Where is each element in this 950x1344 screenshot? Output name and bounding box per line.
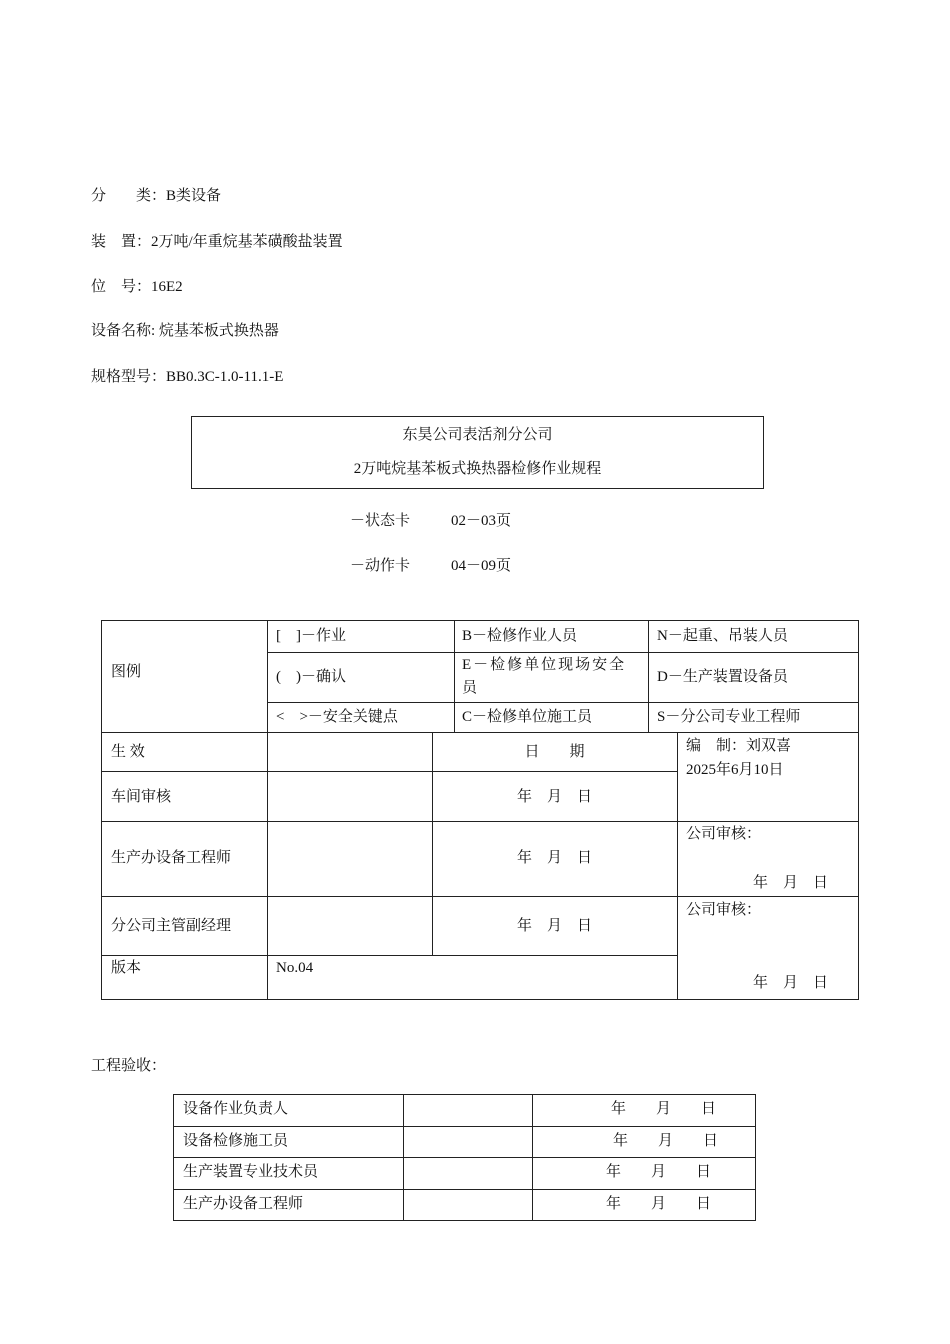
unit-label: 装 置： xyxy=(91,234,152,250)
model-value: BB0.3C-1.0-11.1-E xyxy=(166,369,284,385)
acceptance-row-2-role: 设备检修施工员 xyxy=(183,1133,289,1149)
legend-label: 图例 xyxy=(111,664,142,680)
title-box xyxy=(191,416,764,489)
legend-b-staff: B－检修作业人员 xyxy=(462,628,578,644)
company-review-1: 公司审核： xyxy=(686,826,762,842)
company-review-2: 公司审核： xyxy=(686,902,762,918)
equipment-name-value: 烷基苯板式换热器 xyxy=(158,323,279,339)
version-label: 版本 xyxy=(111,960,142,976)
acceptance-row-1-date: 年 月 日 xyxy=(611,1101,717,1117)
action-card-pages: 04－09页 xyxy=(451,558,512,574)
company-title: 东昊公司表活剂分公司 xyxy=(402,427,553,443)
workshop-review-date: 年 月 日 xyxy=(516,789,592,805)
acceptance-row-2-date: 年 月 日 xyxy=(613,1133,719,1149)
manager-label: 分公司主管副经理 xyxy=(111,918,232,934)
action-card-name: －动作卡 xyxy=(350,558,411,574)
unit-value: 2万吨/年重烷基苯磺酸盐装置 xyxy=(151,234,343,250)
acceptance-row-4-role: 生产办设备工程师 xyxy=(183,1196,304,1212)
status-card-pages: 02－03页 xyxy=(451,513,512,529)
legend-n-staff: N－起重、吊装人员 xyxy=(657,628,788,644)
equipment-name-line xyxy=(91,319,279,340)
category-value: B类设备 xyxy=(166,188,222,204)
category-line xyxy=(91,184,221,205)
edit-date: 2025年6月10日 xyxy=(686,762,784,778)
model-line xyxy=(91,365,283,386)
legend-safety-point: < >－安全关键点 xyxy=(276,709,398,725)
date-header: 日 期 xyxy=(524,744,585,760)
unit-line xyxy=(91,230,343,251)
legend-e-staff: E－检修单位现场安全员 xyxy=(462,657,627,696)
acceptance-row-1-role: 设备作业负责人 xyxy=(183,1101,289,1117)
company-review-2-date: 年 月 日 xyxy=(753,975,829,991)
editor: 编 制：刘双喜 xyxy=(686,738,792,754)
effective-label: 生 效 xyxy=(111,744,145,760)
company-review-1-date: 年 月 日 xyxy=(753,875,829,891)
acceptance-row-4-date: 年 月 日 xyxy=(606,1196,712,1212)
engineer-date: 年 月 日 xyxy=(516,850,592,866)
position-line xyxy=(91,275,183,296)
equipment-name-label: 设备名称: xyxy=(91,323,156,339)
position-label: 位 号： xyxy=(91,279,152,295)
acceptance-row-3-date: 年 月 日 xyxy=(606,1164,712,1180)
legend-confirm: ( )－确认 xyxy=(276,669,346,685)
position-value: 16E2 xyxy=(151,279,183,295)
manager-date: 年 月 日 xyxy=(516,918,592,934)
legend-s-staff: S－分公司专业工程师 xyxy=(657,709,801,725)
engineer-label: 生产办设备工程师 xyxy=(111,850,232,866)
legend-d-staff: D－生产装置设备员 xyxy=(657,669,788,685)
category-label: 分 类： xyxy=(91,188,167,204)
workshop-review-label: 车间审核 xyxy=(111,789,172,805)
legend-c-staff: C－检修单位施工员 xyxy=(462,709,593,725)
legend-work: [ ]－作业 xyxy=(276,628,346,644)
acceptance-row-3-role: 生产装置专业技术员 xyxy=(183,1164,319,1180)
status-card-name: －状态卡 xyxy=(350,513,411,529)
version-value: No.04 xyxy=(276,960,314,976)
model-label: 规格型号： xyxy=(91,369,167,385)
procedure-title: 2万吨烷基苯板式换热器检修作业规程 xyxy=(353,461,602,477)
acceptance-heading: 工程验收： xyxy=(91,1058,167,1074)
